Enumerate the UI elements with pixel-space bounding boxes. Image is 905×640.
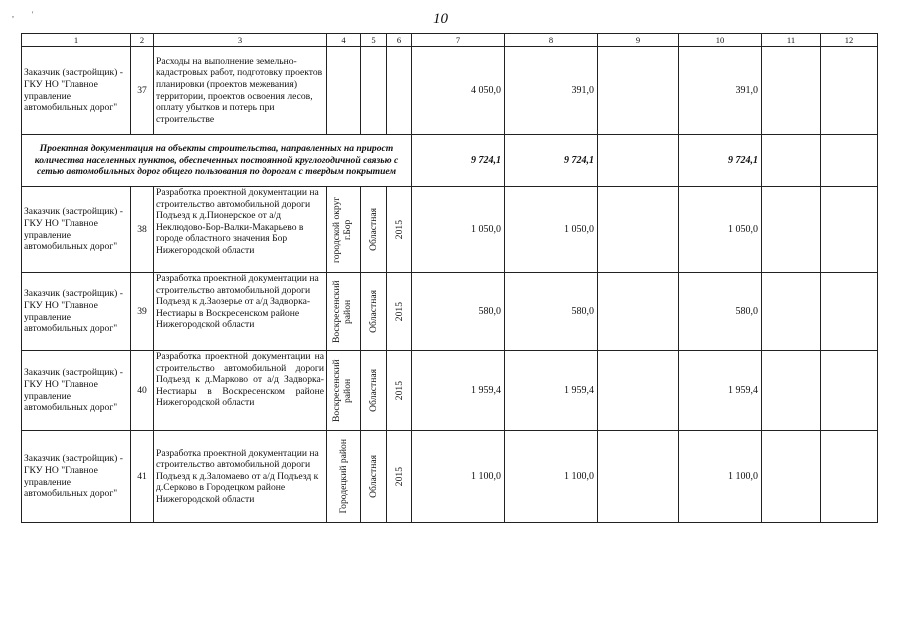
district-text: городской округ г.Бор xyxy=(330,196,353,263)
value-col12 xyxy=(821,187,878,273)
value-col8: 1 050,0 xyxy=(505,187,598,273)
budget-cell xyxy=(361,273,387,351)
row-number: 40 xyxy=(131,351,154,431)
year-text: 2015 xyxy=(393,301,405,322)
col-header: 2 xyxy=(131,34,154,47)
budget-table xyxy=(21,33,878,523)
value-col8: 580,0 xyxy=(505,273,598,351)
district-cell xyxy=(327,351,361,431)
row-number: 41 xyxy=(131,431,154,523)
budget-cell xyxy=(361,187,387,273)
year-cell xyxy=(387,273,412,351)
section-row xyxy=(22,135,878,187)
value-col9 xyxy=(598,187,679,273)
value-col10: 580,0 xyxy=(679,273,762,351)
col-header: 8 xyxy=(505,34,598,47)
col-header: 4 xyxy=(327,34,361,47)
col-header: 7 xyxy=(412,34,505,47)
table-row xyxy=(22,351,878,431)
value-col12 xyxy=(821,351,878,431)
col-header: 1 xyxy=(22,34,131,47)
value-col10: 391,0 xyxy=(679,47,762,135)
value-col7: 580,0 xyxy=(412,273,505,351)
customer-cell: Заказчик (застройщик) - ГКУ НО "Главное управление автомобильных дорог" xyxy=(22,47,131,135)
value-col10: 1 050,0 xyxy=(679,187,762,273)
col-header: 12 xyxy=(821,34,878,47)
year-cell xyxy=(387,187,412,273)
description-cell: Разработка проектной документации на строительство автомобильной дороги Подъезд к д.Марково от а/д Задворка-Нестиары в Воскресенском районе Нижегородской области xyxy=(154,351,327,431)
section-col10: 9 724,1 xyxy=(679,135,762,187)
section-col9 xyxy=(598,135,679,187)
section-col8: 9 724,1 xyxy=(505,135,598,187)
scan-mark: , xyxy=(12,10,14,19)
col-header: 5 xyxy=(361,34,387,47)
district-text: Воскресенский район xyxy=(330,280,353,343)
section-col12 xyxy=(821,135,878,187)
customer-cell: Заказчик (застройщик) - ГКУ НО "Главное управление автомобильных дорог" xyxy=(22,187,131,273)
value-col7: 1 050,0 xyxy=(412,187,505,273)
budget-text: Областная xyxy=(368,208,379,251)
scan-mark: ' xyxy=(32,10,34,19)
year-cell xyxy=(387,47,412,135)
year-cell xyxy=(387,431,412,523)
col-header: 9 xyxy=(598,34,679,47)
value-col8: 391,0 xyxy=(505,47,598,135)
district-cell xyxy=(327,187,361,273)
value-col7: 1 959,4 xyxy=(412,351,505,431)
description-cell: Разработка проектной документации на строительство автомобильной дороги Подъезд к д.Заломаево от а/д Подъезд к д.Серково в Городецком районе Нижегородской области xyxy=(154,431,327,523)
year-text: 2015 xyxy=(393,466,405,487)
section-col11 xyxy=(762,135,821,187)
customer-cell: Заказчик (застройщик) - ГКУ НО "Главное управление автомобильных дорог" xyxy=(22,431,131,523)
customer-cell: Заказчик (застройщик) - ГКУ НО "Главное управление автомобильных дорог" xyxy=(22,273,131,351)
row-number: 39 xyxy=(131,273,154,351)
row-number: 38 xyxy=(131,187,154,273)
value-col10: 1 100,0 xyxy=(679,431,762,523)
table-row xyxy=(22,273,878,351)
district-cell xyxy=(327,273,361,351)
value-col9 xyxy=(598,273,679,351)
value-col9 xyxy=(598,431,679,523)
value-col12 xyxy=(821,273,878,351)
value-col11 xyxy=(762,351,821,431)
table-row xyxy=(22,431,878,523)
district-cell xyxy=(327,431,361,523)
value-col11 xyxy=(762,431,821,523)
row-number: 37 xyxy=(131,47,154,135)
table-row xyxy=(22,47,878,135)
district-text: Городецкий район xyxy=(338,439,349,514)
value-col7: 1 100,0 xyxy=(412,431,505,523)
customer-cell: Заказчик (застройщик) - ГКУ НО "Главное управление автомобильных дорог" xyxy=(22,351,131,431)
value-col11 xyxy=(762,187,821,273)
value-col10: 1 959,4 xyxy=(679,351,762,431)
col-header: 3 xyxy=(154,34,327,47)
budget-text: Областная xyxy=(368,369,379,412)
budget-cell xyxy=(361,47,387,135)
value-col8: 1 959,4 xyxy=(505,351,598,431)
district-text: Воскресенский район xyxy=(330,359,353,422)
budget-text: Областная xyxy=(368,455,379,498)
budget-cell xyxy=(361,351,387,431)
value-col9 xyxy=(598,351,679,431)
budget-text: Областная xyxy=(368,290,379,333)
section-col7: 9 724,1 xyxy=(412,135,505,187)
description-cell: Разработка проектной документации на строительство автомобильной дороги Подъезд к д.Пионерское от а/д Неклюдово-Бор-Валки-Макарьево в городе областного значения Бор Нижегородской области xyxy=(154,187,327,273)
table-row xyxy=(22,187,878,273)
value-col7: 4 050,0 xyxy=(412,47,505,135)
value-col12 xyxy=(821,47,878,135)
value-col8: 1 100,0 xyxy=(505,431,598,523)
col-header: 10 xyxy=(679,34,762,47)
section-title: Проектная документация на объекты строительства, направленных на прирост количества населенных пунктов, обеспеченных постоянной круглогодичной связью с сетью автомобильных дорог общего пользования по дорогам с твердым покрытием xyxy=(22,135,412,187)
value-col12 xyxy=(821,431,878,523)
page-number: 10 xyxy=(433,11,448,27)
district-cell xyxy=(327,47,361,135)
description-cell: Расходы на выполнение земельно-кадастровых работ, подготовку проектов планировки (проектов межевания) территории, проектов освоения лесов, оплату убытков и потерь при строительстве xyxy=(154,47,327,135)
col-header: 6 xyxy=(387,34,412,47)
col-header: 11 xyxy=(762,34,821,47)
value-col9 xyxy=(598,47,679,135)
year-text: 2015 xyxy=(393,219,405,240)
year-text: 2015 xyxy=(393,380,405,401)
year-cell xyxy=(387,351,412,431)
value-col11 xyxy=(762,273,821,351)
value-col11 xyxy=(762,47,821,135)
description-cell: Разработка проектной документации на строительство автомобильной дороги Подъезд к д.Заозерье от а/д Задворка-Нестиары в Воскресенском районе Нижегородской области xyxy=(154,273,327,351)
header-row xyxy=(22,34,878,47)
budget-cell xyxy=(361,431,387,523)
